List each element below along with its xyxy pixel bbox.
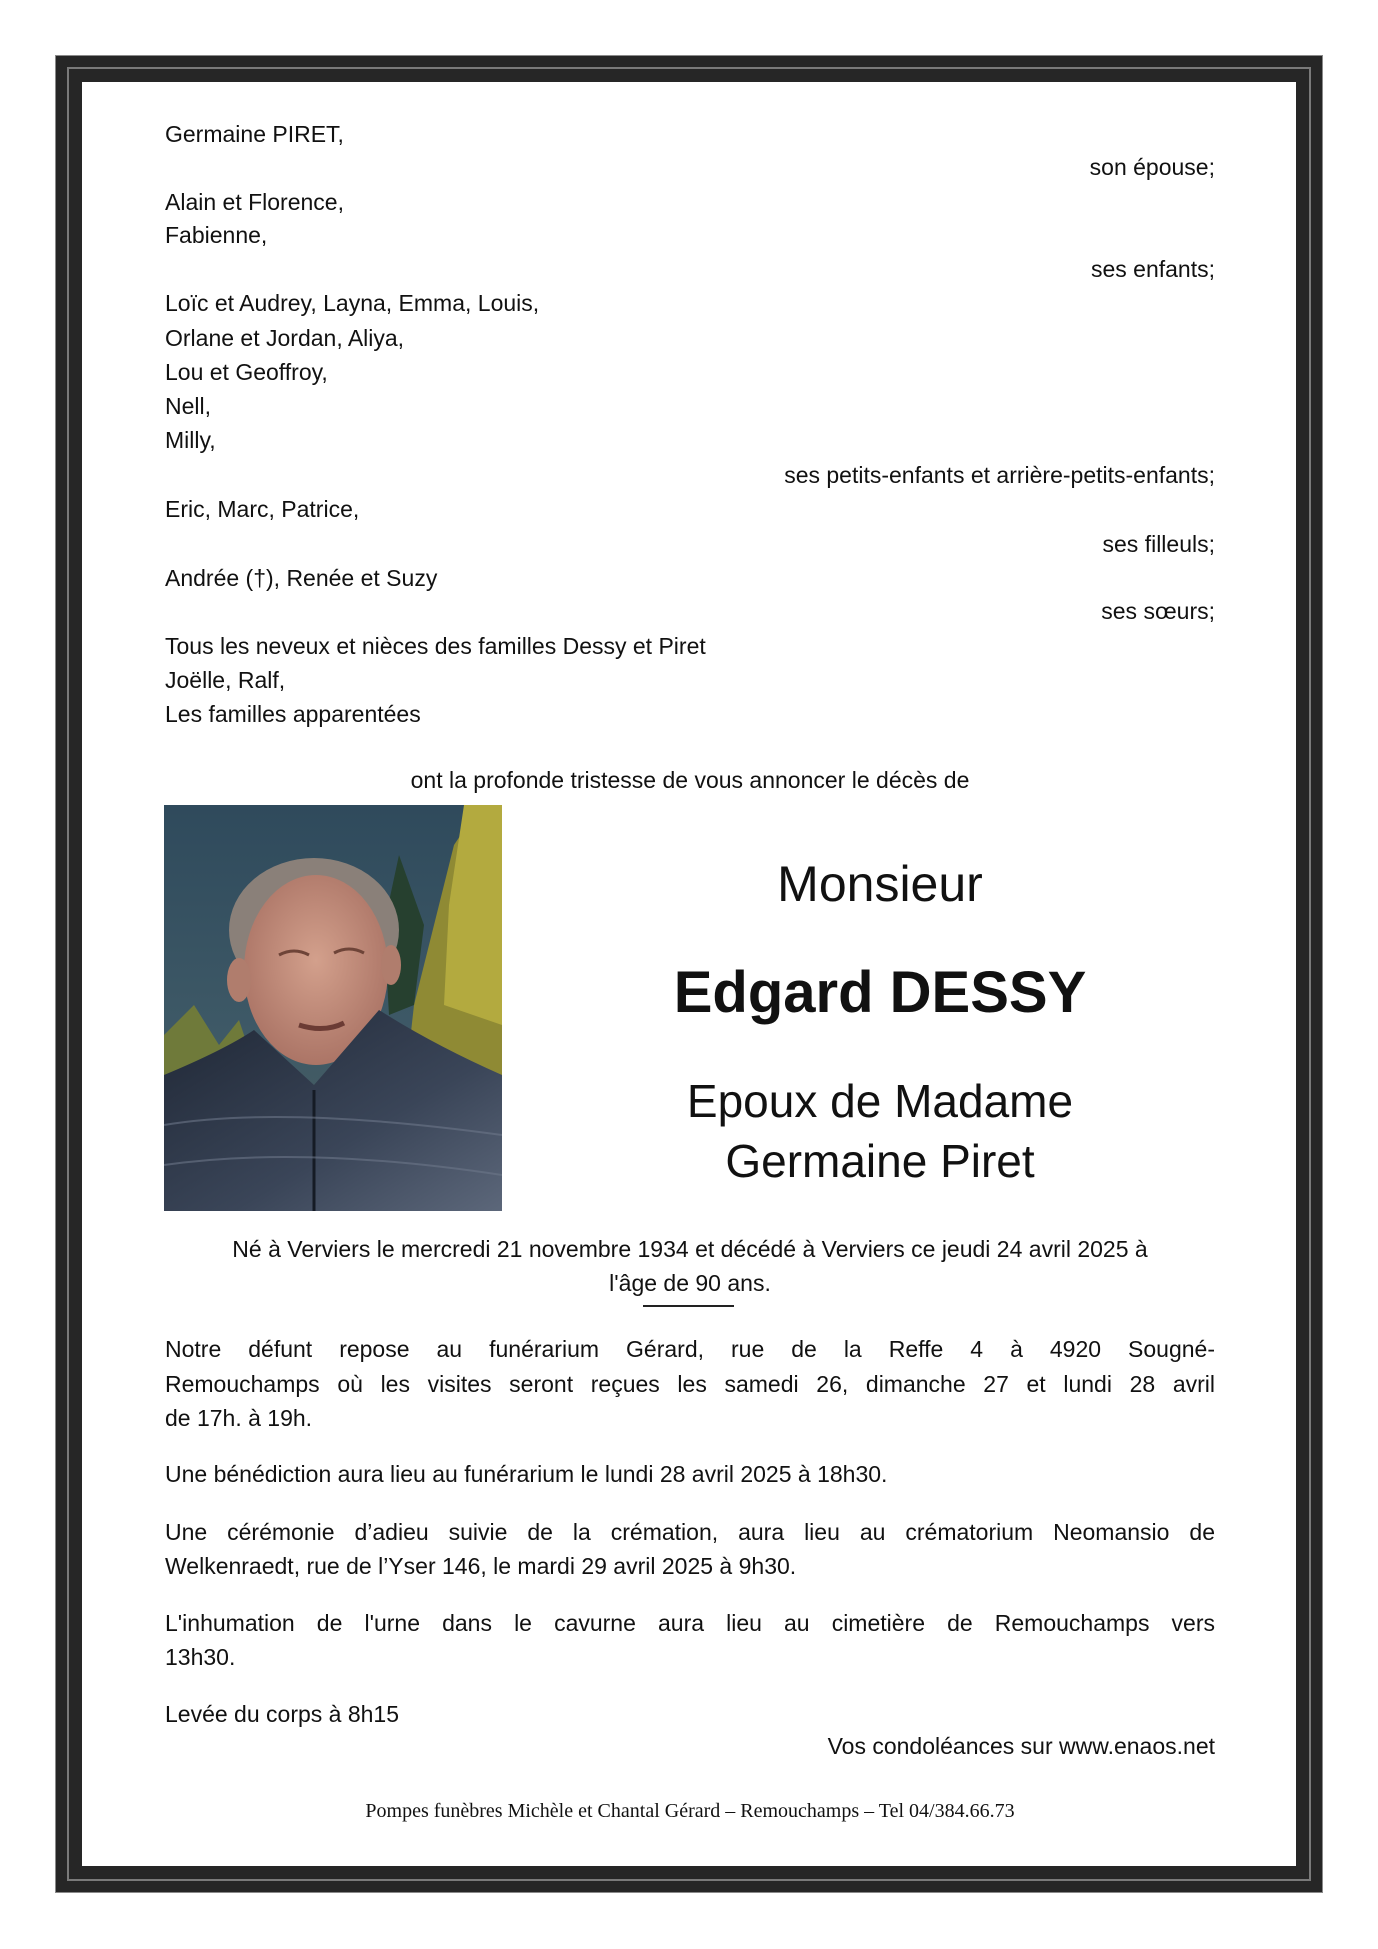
birth-death-line-2: l'âge de 90 ans. [609,1270,771,1296]
ceremony-paragraph-line-1: Une cérémonie d’adieu suivie de la crémation, aura lieu au crématorium Neomansio de [165,1519,1215,1545]
spouse-line-2: Germaine Piret [725,1135,1035,1187]
family-line-godchildren: Eric, Marc, Patrice, [165,496,360,522]
deceased-photo [164,805,502,1211]
relation-label-children: ses enfants; [1090,256,1215,282]
family-line-grandchildren-4: Nell, [165,393,212,419]
relation-label-spouse: son épouse; [1089,154,1215,180]
visit-paragraph-line-1: Notre défunt repose au funérarium Gérard, rue de la Reffe 4 à 4920 Sougné- [165,1336,1215,1362]
blessing-paragraph: Une bénédiction aura lieu au funérarium le lundi 28 avril 2025 à 18h30. [165,1461,888,1487]
deceased-title: Monsieur [777,856,983,912]
levee-text: Levée du corps à 8h15 [165,1701,400,1727]
burial-paragraph-line-1: L'inhumation de l'urne dans le cavurne aura lieu au cimetière de Remouchamps vers [165,1610,1215,1636]
spouse-line-1: Epoux de Madame [686,1075,1074,1127]
funeral-home-footer: Pompes funèbres Michèle et Chantal Gérard – Remouchamps – Tel 04/384.66.73 [365,1800,1015,1822]
family-line-grandchildren-3: Lou et Geoffroy, [165,359,328,385]
birth-death-line-1: Né à Verviers le mercredi 21 novembre 1934 et décédé à Verviers ce jeudi 24 avril 2025 à [232,1236,1148,1262]
visit-paragraph-line-3: de 17h. à 19h. [165,1405,313,1431]
family-line-others: Joëlle, Ralf, [165,667,286,693]
family-line-grandchildren-1: Loïc et Audrey, Layna, Emma, Louis, [165,290,540,316]
visit-paragraph-line-2: Remouchamps où les visites seront reçues les samedi 26, dimanche 27 et lundi 28 avril [165,1371,1215,1397]
relation-label-sisters: ses sœurs; [1101,598,1215,624]
family-line-grandchildren-2: Orlane et Jordan, Aliya, [165,325,405,351]
deceased-name: Edgard DESSY [673,960,1087,1025]
separator-rule [643,1305,734,1307]
family-line-children-1: Alain et Florence, [165,189,344,215]
burial-paragraph-line-2: 13h30. [165,1644,236,1670]
family-line-children-2: Fabienne, [165,222,268,248]
relation-label-grandchildren: ses petits-enfants et arrière-petits-enfants; [784,462,1215,488]
relation-label-godchildren: ses filleuls; [1102,531,1215,557]
family-line-grandchildren-5: Milly, [165,427,216,453]
family-line-nephews: Tous les neveux et nièces des familles Dessy et Piret [165,633,706,659]
family-line-relatives: Les familles apparentées [165,701,421,727]
family-line-spouse: Germaine PIRET, [165,121,344,147]
ceremony-paragraph-line-2: Welkenraedt, rue de l’Yser 146, le mardi 29 avril 2025 à 9h30. [165,1553,797,1579]
family-line-sisters: Andrée (†), Renée et Suzy [165,565,438,591]
announcement-text: ont la profonde tristesse de vous annoncer le décès de [410,767,970,793]
condolences-link[interactable]: Vos condoléances sur www.enaos.net [827,1733,1215,1759]
